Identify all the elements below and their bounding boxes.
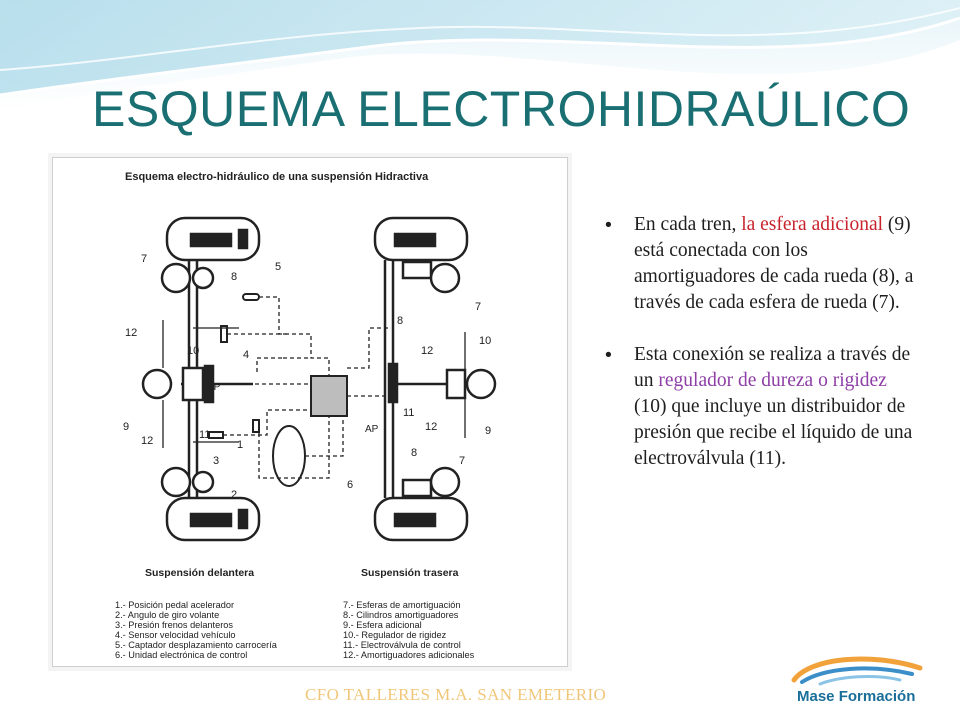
legend-right (343, 600, 475, 660)
bullet-dot-icon: • (605, 344, 612, 366)
sensor-5 (243, 294, 259, 300)
legend-left (115, 600, 278, 660)
svg-text:9: 9 (123, 421, 130, 433)
highlight-esfera-adicional: la esfera adicional (741, 214, 884, 235)
svg-text:9: 9 (485, 425, 492, 437)
svg-text:3.- Presión frenos delanteros: 3.- Presión frenos delanteros (115, 620, 233, 630)
ap-label-front: AP (207, 382, 221, 393)
svg-text:1.- Posición pedal acelerador: 1.- Posición pedal acelerador (115, 600, 234, 610)
svg-text:2.- Angulo de giro volante: 2.- Angulo de giro volante (115, 610, 220, 620)
bullet-list (600, 212, 920, 498)
svg-text:7: 7 (141, 253, 148, 265)
wheel-hub (191, 234, 231, 246)
svg-text:10: 10 (479, 335, 492, 347)
svg-text:1: 1 (237, 439, 244, 451)
svg-text:12: 12 (425, 421, 438, 433)
footer-text: CFO TALLERES M.A. SAN EMETERIO (305, 685, 607, 704)
svg-text:8: 8 (231, 271, 238, 283)
svg-text:12: 12 (141, 435, 154, 447)
suspension-diagram (52, 157, 568, 667)
sensor-3 (209, 432, 223, 438)
sensor-1 (253, 420, 259, 432)
svg-text:5.- Captador desplazamiento ca: 5.- Captador desplazamiento carrocería (115, 640, 277, 650)
svg-text:5: 5 (275, 261, 282, 273)
svg-text:6.- Unidad electrónica de cont: 6.- Unidad electrónica de control (115, 650, 248, 660)
svg-text:9.- Esfera adicional: 9.- Esfera adicional (343, 620, 422, 630)
svg-text:7: 7 (459, 455, 466, 467)
diagram-title: Esquema electro-hidráulico de una suspensión Hidractiva (125, 171, 429, 183)
steering-wheel (273, 426, 305, 486)
svg-text:3: 3 (213, 455, 220, 467)
slide-title: ESQUEMA ELECTROHIDRAÚLICO (92, 81, 911, 137)
ap-label-rear: AP (365, 424, 379, 435)
svg-text:11: 11 (199, 429, 211, 441)
svg-text:8: 8 (411, 447, 418, 459)
svg-text:4.- Sensor velocidad vehículo: 4.- Sensor velocidad vehículo (115, 630, 236, 640)
svg-text:12: 12 (421, 345, 434, 357)
svg-text:7.- Esferas de amortiguación: 7.- Esferas de amortiguación (343, 600, 461, 610)
svg-text:11.- Electroválvula de control: 11.- Electroválvula de control (343, 640, 461, 650)
bullet-item: • Esta conexión se realiza a través de un regulador de dureza o rigidez (10) que incluye un distribuidor de presión que recibe el líquido de una electroválvula (11). (605, 344, 913, 469)
highlight-regulador: regulador de dureza o rigidez (658, 370, 887, 391)
svg-text:6: 6 (347, 479, 354, 491)
front-suspension-label: Suspensión delantera (145, 567, 255, 579)
svg-text:8.- Cilindros amortiguadores: 8.- Cilindros amortiguadores (343, 610, 459, 620)
svg-text:7: 7 (475, 301, 482, 313)
svg-text:4: 4 (243, 349, 250, 361)
svg-text:2: 2 (231, 489, 238, 501)
svg-text:12: 12 (125, 327, 138, 339)
svg-text:11: 11 (403, 407, 415, 419)
svg-text:8: 8 (397, 315, 404, 327)
bullet-dot-icon: • (605, 214, 612, 236)
logo-text: Mase Formación (797, 688, 916, 705)
bullet-item: • En cada tren, la esfera adicional (9) está conectada con los amortiguadores de cada rueda (8), a través de cada esfera de rueda (7). (605, 214, 914, 313)
suspension-diagram-svg (53, 158, 567, 666)
svg-text:10.- Regulador de rigidez: 10.- Regulador de rigidez (343, 630, 447, 640)
electronic-control-unit (311, 376, 347, 416)
svg-text:10: 10 (187, 345, 200, 357)
svg-text:12.- Amortiguadores adicionale: 12.- Amortiguadores adicionales (343, 650, 475, 660)
rear-suspension-label: Suspensión trasera (361, 567, 459, 579)
